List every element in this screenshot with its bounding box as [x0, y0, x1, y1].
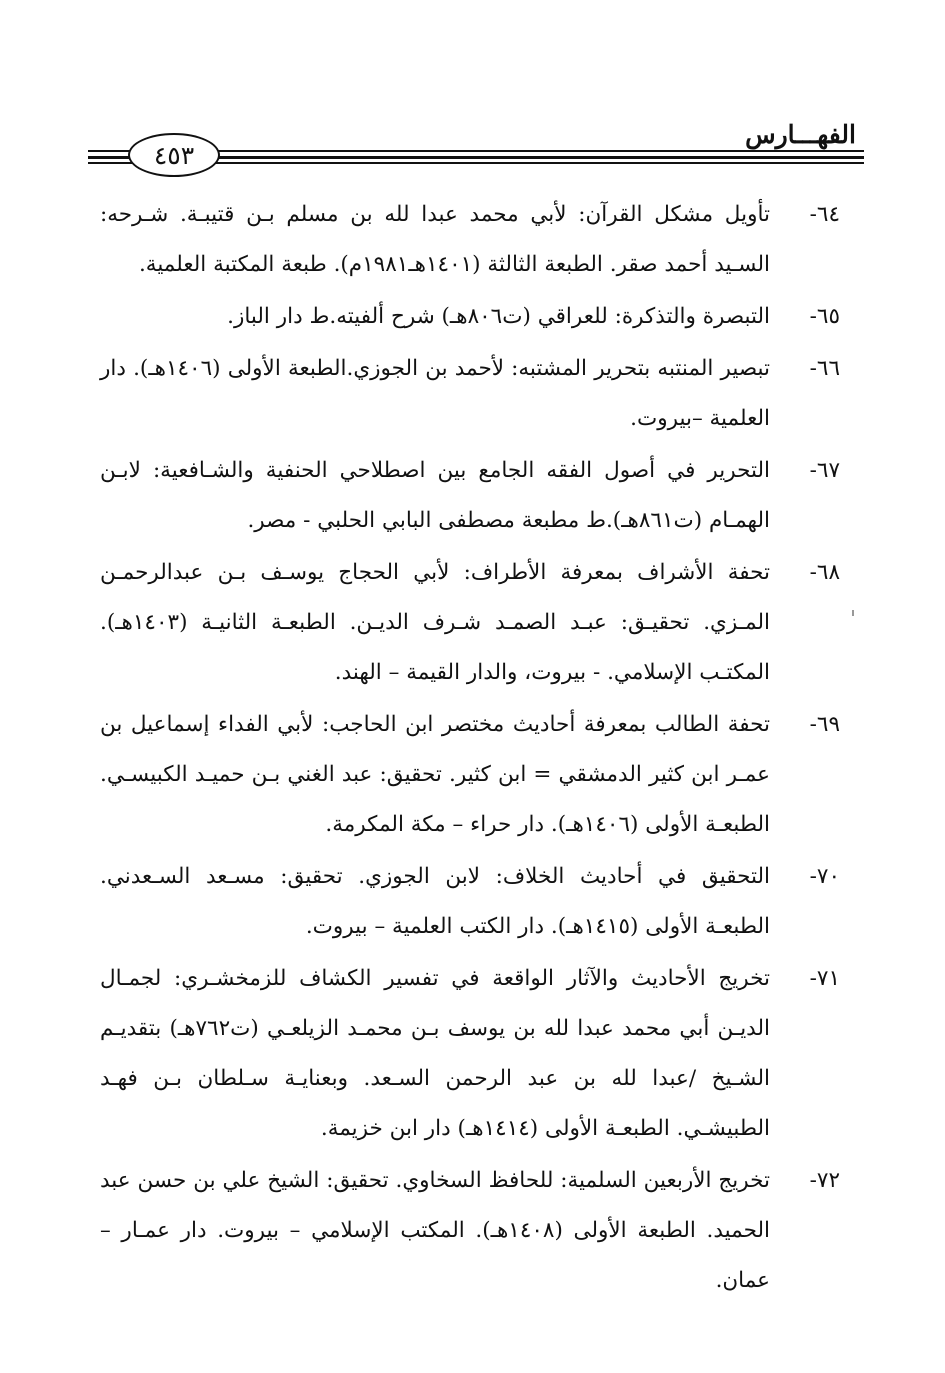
- entry-number: ٦٩-: [809, 712, 840, 737]
- bibliography-entry: [100, 548, 840, 698]
- entry-number: ٦٥-: [809, 304, 840, 329]
- bibliography-entry: [100, 1156, 840, 1306]
- entry-text: تبصير المنتبه بتحرير المشتبه: لأحمد بن الجوزي.الطبعة الأولى (١٤٠٦هـ). دار العلمية –بيروت.: [100, 356, 770, 431]
- entry-text: تحفة الأشراف بمعرفة الأطراف: لأبي الحجاج يوسـف بـن عبدالرحمـن المـزي. تحقيـق: عبـد الصمـد شـرف الديـن. الطبعـة الثانيـة (١٤٠٣هـ). المكتـب الإسلامي. - بيروت، والدار القيمة – الهند.: [100, 560, 770, 685]
- bibliography-list: [100, 190, 840, 1308]
- entry-number: ٧٢-: [809, 1168, 840, 1193]
- page-number: ٤٥٣: [128, 133, 220, 177]
- bibliography-entry: [100, 446, 840, 546]
- running-header-title: الفهـــارس: [745, 120, 856, 149]
- bibliography-entry: [100, 700, 840, 850]
- entry-text: تحفة الطالب بمعرفة أحاديث مختصر ابن الحاجب: لأبي الفداء إسماعيل بن عمـر ابن كثير الدمشقي = ابن كثير. تحقيق: عبد الغني بـن حميـد الكبيسـي. الطبعـة الأولى (١٤٠٦هـ). دار حراء – مكة المكرمة.: [100, 712, 770, 837]
- entry-text: تخريج الأحاديث والآثار الواقعة في تفسير الكشاف للزمخشـري: لجمـال الديـن أبي محمد عبدا لله بن يوسف بـن محمـد الزيلعـي (ت٧٦٢هـ) بتقديـم الشـيخ /عبدا لله بن عبد الرحمن السـعد. وبعنايـة سـلطان بـن فهـد الطبيشـي. الطبعـة الأولى (١٤١٤هـ) دار ابن خزيمة.: [100, 966, 770, 1141]
- bibliography-entry: [100, 954, 840, 1154]
- entry-text: التحرير في أصول الفقه الجامع بين اصطلاحي الحنفية والشـافعية: لابـن الهمـام (ت٨٦١هـ).ط مطبعة مصطفى البابي الحلبي - مصر.: [100, 458, 770, 533]
- entry-number: ٧٠-: [809, 864, 840, 889]
- entry-text: التحقيق في أحاديث الخلاف: لابن الجوزي. تحقيق: مسـعد السـعدني. الطبعـة الأولى (١٤١٥هـ). دار الكتب العلمية – بيروت.: [100, 864, 770, 939]
- bibliography-entry: [100, 292, 840, 342]
- entry-number: ٦٨-: [809, 560, 840, 585]
- entry-number: ٦٤-: [809, 202, 840, 227]
- entry-number: ٦٦-: [809, 356, 840, 381]
- entry-text: التبصرة والتذكرة: للعراقي (ت٨٠٦هـ) شرح ألفيته.ط دار الباز.: [227, 304, 770, 329]
- entry-text: تخريج الأربعين السلمية: للحافظ السخاوي. تحقيق: الشيخ علي بن حسن عبد الحميد. الطبعة الأولى (١٤٠٨هـ). المكتب الإسلامي – بيروت. دار عمـار – عمان.: [100, 1168, 770, 1293]
- page-header: [88, 120, 864, 180]
- entry-number: ٧١-: [809, 966, 840, 991]
- bibliography-entry: [100, 344, 840, 444]
- bibliography-entry: [100, 190, 840, 290]
- bibliography-entry: [100, 852, 840, 952]
- margin-speck: [852, 610, 854, 616]
- entry-number: ٦٧-: [809, 458, 840, 483]
- entry-text: تأويل مشكل القرآن: لأبي محمد عبدا لله بن مسلم بـن قتيبـة. شـرحه: السـيد أحمد صقر. الطبعة الثالثة (١٤٠١هـ١٩٨١م). طبعة المكتبة العلمية.: [100, 202, 770, 277]
